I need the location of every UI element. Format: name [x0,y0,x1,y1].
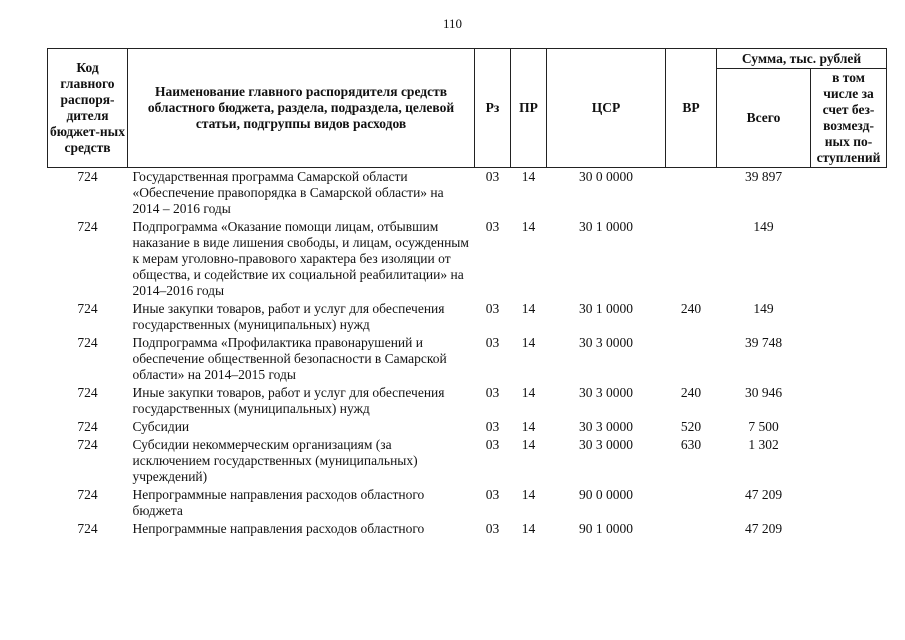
cell-csr: 30 3 0000 [579,335,633,350]
cell-csr: 30 1 0000 [579,301,633,316]
cell-pr: 14 [521,219,536,234]
cell-vr [666,334,717,384]
cell-csr: 30 1 0000 [579,219,633,234]
cell-csr: 30 3 0000 [579,437,633,452]
cell-pr: 14 [521,301,536,316]
cell-vr: 520 [680,419,702,434]
cell-name: Непрограммные направления расходов областного бюджета [132,487,425,518]
cell-csr: 30 3 0000 [579,419,633,434]
table-row [48,300,887,334]
cell-incl [811,168,887,219]
cell-pr: 14 [521,487,536,502]
cell-total: 7 500 [748,419,779,434]
cell-code: 724 [77,487,98,502]
cell-incl [811,436,887,486]
cell-total: 39 897 [744,169,783,184]
cell-pr: 14 [521,335,536,350]
header-csr: ЦСР [547,49,666,168]
cell-name: Государственная программа Самарской области «Обеспечение правопорядка в Самарской области» на 2014 – 2016 годы [132,169,444,216]
cell-rz: 03 [485,219,500,234]
table-row [48,384,887,418]
cell-csr: 30 3 0000 [579,385,633,400]
cell-name: Непрограммные направления расходов областного [132,521,425,536]
cell-incl [811,486,887,520]
cell-rz: 03 [485,521,500,536]
cell-pr: 14 [521,521,536,536]
cell-total: 1 302 [748,437,779,452]
table-row [48,436,887,486]
header-rz: Рз [475,49,511,168]
cell-rz: 03 [485,301,500,316]
cell-rz: 03 [485,335,500,350]
header-name: Наименование главного распорядителя средств областного бюджета, раздела, подраздела, целевой статьи, подгруппы видов расходов [128,49,475,168]
table-row [48,168,887,219]
header-incl: в том числе за счет без-возмезд-ных по-ступлений [811,69,887,168]
cell-total: 47 209 [744,521,783,536]
cell-code: 724 [77,437,98,452]
header-vr: ВР [666,49,717,168]
cell-code: 724 [77,219,98,234]
cell-vr: 630 [680,437,702,452]
page-number: 110 [442,16,463,31]
cell-rz: 03 [485,437,500,452]
header-pr: ПР [511,49,547,168]
cell-rz: 03 [485,487,500,502]
cell-code: 724 [77,419,98,434]
cell-name: Субсидии [132,419,190,434]
budget-table [47,48,887,538]
cell-pr: 14 [521,169,536,184]
cell-vr [666,520,717,538]
cell-name: Иные закупки товаров, работ и услуг для обеспечения государственных (муниципальных) нужд [132,301,445,332]
cell-code: 724 [77,521,98,536]
cell-csr: 90 1 0000 [579,521,633,536]
cell-rz: 03 [485,419,500,434]
cell-pr: 14 [521,385,536,400]
cell-name: Подпрограмма «Оказание помощи лицам, отбывшим наказание в виде лишения свободы, и лицам, осужденным к мерам уголовно-правового характера без изоляции от общества, и содействие их социальной реабилитации» на 2014–2016 годы [132,219,469,298]
cell-total: 149 [753,301,774,316]
cell-name: Иные закупки товаров, работ и услуг для обеспечения государственных (муниципальных) нужд [132,385,445,416]
cell-vr [666,486,717,520]
table-row [48,334,887,384]
cell-rz: 03 [485,385,500,400]
cell-total: 47 209 [744,487,783,502]
table-row [48,218,887,300]
header-total: Всего [717,69,811,168]
cell-code: 724 [77,301,98,316]
cell-incl [811,418,887,436]
cell-csr: 90 0 0000 [579,487,633,502]
cell-incl [811,218,887,300]
cell-pr: 14 [521,419,536,434]
cell-code: 724 [77,169,98,184]
cell-rz: 03 [485,169,500,184]
cell-incl [811,334,887,384]
cell-incl [811,384,887,418]
cell-name: Подпрограмма «Профилактика правонарушений и обеспечение общественной безопасности в Самарской области» на 2014–2015 годы [132,335,447,382]
cell-total: 149 [753,219,774,234]
cell-total: 30 946 [744,385,783,400]
cell-code: 724 [77,335,98,350]
cell-incl [811,520,887,538]
cell-name: Субсидии некоммерческим организациям (за исключением государственных (муниципальных) учреждений) [132,437,418,484]
table-row [48,418,887,436]
cell-incl [811,300,887,334]
header-code: Код главного распоря-дителя бюджет-ных средств [48,49,128,168]
table-body [48,168,887,539]
cell-vr [666,218,717,300]
header-sum-group: Сумма, тыс. рублей [717,49,887,69]
cell-total: 39 748 [744,335,783,350]
table-row [48,486,887,520]
cell-pr: 14 [521,437,536,452]
cell-code: 724 [77,385,98,400]
table-row [48,520,887,538]
cell-csr: 30 0 0000 [579,169,633,184]
cell-vr [666,168,717,219]
cell-vr: 240 [680,301,702,316]
cell-vr: 240 [680,385,702,400]
